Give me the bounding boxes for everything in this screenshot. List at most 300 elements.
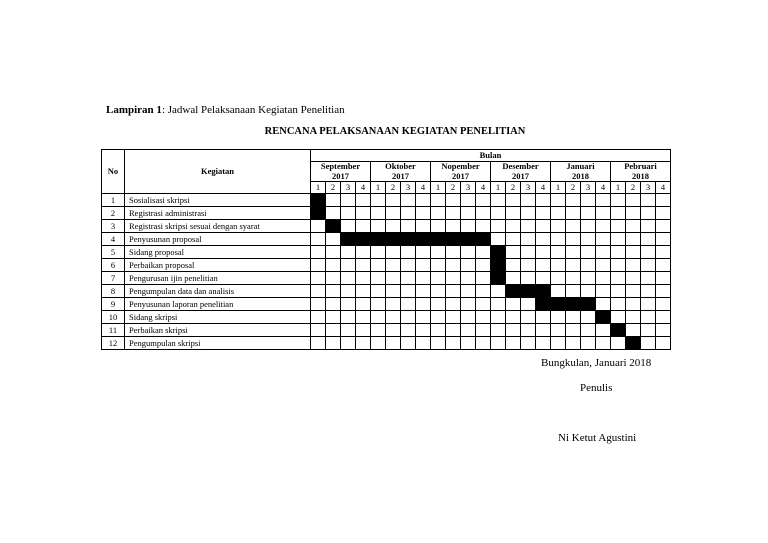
- week-cell: [641, 272, 656, 285]
- week-header: 3: [461, 182, 476, 194]
- week-cell: [356, 311, 371, 324]
- week-cell: [641, 337, 656, 350]
- week-cell: [461, 220, 476, 233]
- week-cell: [446, 246, 461, 259]
- week-cell: [431, 285, 446, 298]
- activity-name: Sidang proposal: [125, 246, 311, 259]
- activity-name: Pengumpulan skripsi: [125, 337, 311, 350]
- week-cell: [431, 337, 446, 350]
- week-cell: [326, 233, 341, 246]
- week-header: 1: [431, 182, 446, 194]
- week-cell: [596, 246, 611, 259]
- row-number: 1: [102, 194, 125, 207]
- week-cell: [371, 207, 386, 220]
- week-cell: [656, 337, 671, 350]
- week-cell: [491, 337, 506, 350]
- week-cell: [521, 194, 536, 207]
- schedule-bar-cell: [491, 272, 506, 285]
- week-cell: [386, 337, 401, 350]
- week-cell: [476, 337, 491, 350]
- week-cell: [536, 324, 551, 337]
- schedule-table: [101, 149, 671, 350]
- week-cell: [596, 194, 611, 207]
- week-cell: [611, 259, 626, 272]
- week-cell: [641, 246, 656, 259]
- week-cell: [476, 220, 491, 233]
- month-year: 2017: [392, 170, 409, 181]
- week-cell: [311, 298, 326, 311]
- week-cell: [626, 311, 641, 324]
- month-year: 2017: [512, 170, 529, 181]
- week-cell: [581, 324, 596, 337]
- week-cell: [506, 272, 521, 285]
- week-cell: [446, 324, 461, 337]
- week-cell: [521, 207, 536, 220]
- week-cell: [611, 194, 626, 207]
- week-cell: [431, 311, 446, 324]
- week-cell: [521, 337, 536, 350]
- week-cell: [476, 298, 491, 311]
- schedule-bar-cell: [521, 285, 536, 298]
- week-cell: [341, 207, 356, 220]
- week-cell: [611, 285, 626, 298]
- week-header: 1: [491, 182, 506, 194]
- week-cell: [536, 220, 551, 233]
- week-header: 2: [386, 182, 401, 194]
- week-cell: [386, 194, 401, 207]
- week-cell: [356, 324, 371, 337]
- schedule-bar-cell: [581, 298, 596, 311]
- week-cell: [581, 311, 596, 324]
- week-cell: [641, 233, 656, 246]
- row-number: 2: [102, 207, 125, 220]
- month-header: [431, 162, 491, 182]
- week-cell: [656, 311, 671, 324]
- week-cell: [476, 259, 491, 272]
- week-cell: [506, 220, 521, 233]
- schedule-bar-cell: [566, 298, 581, 311]
- month-header: [611, 162, 671, 182]
- week-cell: [581, 207, 596, 220]
- week-cell: [641, 220, 656, 233]
- activity-header: Kegiatan: [125, 150, 311, 194]
- week-cell: [401, 207, 416, 220]
- week-cell: [521, 259, 536, 272]
- schedule-bar-cell: [416, 233, 431, 246]
- week-cell: [401, 324, 416, 337]
- week-cell: [326, 311, 341, 324]
- week-cell: [326, 285, 341, 298]
- week-cell: [311, 233, 326, 246]
- week-cell: [341, 285, 356, 298]
- week-cell: [341, 324, 356, 337]
- week-header: 4: [596, 182, 611, 194]
- week-header: 3: [341, 182, 356, 194]
- week-cell: [566, 233, 581, 246]
- week-cell: [521, 311, 536, 324]
- table-row: [102, 337, 671, 350]
- week-cell: [416, 220, 431, 233]
- week-cell: [551, 194, 566, 207]
- week-cell: [596, 337, 611, 350]
- week-cell: [566, 259, 581, 272]
- month-name: Oktober: [385, 161, 416, 171]
- week-cell: [386, 246, 401, 259]
- week-cell: [326, 337, 341, 350]
- schedule-bar-cell: [356, 233, 371, 246]
- week-cell: [431, 220, 446, 233]
- week-cell: [611, 272, 626, 285]
- week-cell: [551, 324, 566, 337]
- week-cell: [446, 272, 461, 285]
- week-cell: [626, 220, 641, 233]
- week-cell: [521, 272, 536, 285]
- week-cell: [371, 220, 386, 233]
- month-name: September: [320, 161, 361, 171]
- row-number: 7: [102, 272, 125, 285]
- activity-name: Penyusunan proposal: [125, 233, 311, 246]
- week-cell: [476, 311, 491, 324]
- schedule-bar-cell: [461, 233, 476, 246]
- document-title: RENCANA PELAKSANAAN KEGIATAN PENELITIAN: [264, 126, 526, 137]
- week-cell: [626, 298, 641, 311]
- week-cell: [401, 337, 416, 350]
- week-cell: [446, 194, 461, 207]
- week-cell: [461, 298, 476, 311]
- week-cell: [611, 298, 626, 311]
- week-cell: [611, 207, 626, 220]
- week-cell: [386, 272, 401, 285]
- week-header: 4: [536, 182, 551, 194]
- week-cell: [311, 259, 326, 272]
- week-cell: [596, 207, 611, 220]
- month-name: Desember: [502, 161, 539, 171]
- week-cell: [311, 285, 326, 298]
- table-row: [102, 311, 671, 324]
- week-cell: [386, 324, 401, 337]
- week-cell: [506, 259, 521, 272]
- row-number: 8: [102, 285, 125, 298]
- week-cell: [641, 207, 656, 220]
- week-cell: [581, 194, 596, 207]
- week-cell: [476, 207, 491, 220]
- week-cell: [596, 324, 611, 337]
- week-cell: [326, 207, 341, 220]
- week-cell: [596, 298, 611, 311]
- week-cell: [341, 337, 356, 350]
- week-cell: [551, 246, 566, 259]
- week-cell: [386, 298, 401, 311]
- week-cell: [461, 272, 476, 285]
- week-header: 2: [326, 182, 341, 194]
- week-cell: [311, 272, 326, 285]
- week-cell: [431, 246, 446, 259]
- week-cell: [491, 207, 506, 220]
- week-cell: [566, 246, 581, 259]
- week-cell: [596, 259, 611, 272]
- week-cell: [356, 220, 371, 233]
- week-cell: [401, 311, 416, 324]
- week-cell: [416, 311, 431, 324]
- week-cell: [401, 220, 416, 233]
- week-cell: [401, 298, 416, 311]
- week-cell: [386, 285, 401, 298]
- week-cell: [626, 233, 641, 246]
- week-cell: [491, 194, 506, 207]
- week-cell: [356, 272, 371, 285]
- signature-name: Ni Ketut Agustini: [558, 432, 637, 444]
- week-cell: [341, 194, 356, 207]
- week-cell: [626, 246, 641, 259]
- week-cell: [401, 259, 416, 272]
- week-cell: [536, 272, 551, 285]
- week-header: 3: [581, 182, 596, 194]
- week-cell: [551, 285, 566, 298]
- month-header: [371, 162, 431, 182]
- week-cell: [416, 324, 431, 337]
- week-cell: [551, 259, 566, 272]
- week-cell: [371, 285, 386, 298]
- week-cell: [581, 285, 596, 298]
- schedule-bar-cell: [431, 233, 446, 246]
- week-cell: [536, 259, 551, 272]
- appendix-caption: [106, 104, 345, 116]
- week-cell: [521, 246, 536, 259]
- schedule-bar-cell: [611, 324, 626, 337]
- week-cell: [656, 324, 671, 337]
- week-cell: [371, 298, 386, 311]
- table-row: [102, 272, 671, 285]
- week-cell: [416, 337, 431, 350]
- schedule-bar-cell: [491, 259, 506, 272]
- week-cell: [401, 194, 416, 207]
- week-header: 1: [611, 182, 626, 194]
- week-cell: [626, 259, 641, 272]
- week-cell: [596, 220, 611, 233]
- week-cell: [356, 337, 371, 350]
- month-year: 2018: [572, 170, 589, 181]
- week-cell: [551, 220, 566, 233]
- week-cell: [476, 246, 491, 259]
- week-header: 2: [626, 182, 641, 194]
- week-cell: [506, 298, 521, 311]
- table-row: [102, 220, 671, 233]
- week-cell: [371, 272, 386, 285]
- week-cell: [491, 298, 506, 311]
- week-cell: [356, 285, 371, 298]
- week-cell: [461, 207, 476, 220]
- week-cell: [581, 246, 596, 259]
- week-cell: [476, 324, 491, 337]
- schedule-bar-cell: [596, 311, 611, 324]
- week-cell: [446, 337, 461, 350]
- week-cell: [416, 194, 431, 207]
- week-cell: [371, 194, 386, 207]
- week-cell: [566, 194, 581, 207]
- week-cell: [536, 337, 551, 350]
- table-row: [102, 298, 671, 311]
- week-header: 2: [566, 182, 581, 194]
- week-cell: [551, 207, 566, 220]
- week-cell: [341, 246, 356, 259]
- week-cell: [626, 272, 641, 285]
- week-cell: [596, 285, 611, 298]
- week-cell: [656, 246, 671, 259]
- week-cell: [656, 194, 671, 207]
- week-cell: [521, 298, 536, 311]
- week-cell: [536, 207, 551, 220]
- week-cell: [506, 337, 521, 350]
- week-header: 3: [401, 182, 416, 194]
- week-cell: [371, 337, 386, 350]
- week-cell: [521, 324, 536, 337]
- row-number: 11: [102, 324, 125, 337]
- week-cell: [641, 324, 656, 337]
- row-number: 4: [102, 233, 125, 246]
- week-cell: [641, 311, 656, 324]
- week-header: 4: [656, 182, 671, 194]
- week-cell: [341, 259, 356, 272]
- week-cell: [626, 207, 641, 220]
- schedule-bar-cell: [476, 233, 491, 246]
- week-cell: [536, 246, 551, 259]
- week-cell: [326, 324, 341, 337]
- schedule-bar-cell: [536, 285, 551, 298]
- week-cell: [611, 246, 626, 259]
- week-cell: [611, 233, 626, 246]
- week-cell: [506, 311, 521, 324]
- week-cell: [356, 194, 371, 207]
- week-cell: [656, 220, 671, 233]
- week-cell: [596, 233, 611, 246]
- schedule-bar-cell: [386, 233, 401, 246]
- week-cell: [356, 298, 371, 311]
- week-cell: [311, 246, 326, 259]
- week-cell: [506, 233, 521, 246]
- week-cell: [656, 207, 671, 220]
- month-year: 2017: [452, 170, 469, 181]
- table-row: [102, 194, 671, 207]
- week-cell: [611, 311, 626, 324]
- week-cell: [581, 272, 596, 285]
- week-header: 1: [551, 182, 566, 194]
- week-cell: [566, 324, 581, 337]
- week-cell: [416, 259, 431, 272]
- bulan-header: Bulan: [311, 150, 671, 162]
- week-cell: [461, 285, 476, 298]
- week-cell: [326, 298, 341, 311]
- week-cell: [326, 194, 341, 207]
- week-cell: [446, 207, 461, 220]
- week-cell: [431, 207, 446, 220]
- week-cell: [491, 285, 506, 298]
- week-cell: [386, 259, 401, 272]
- week-cell: [401, 285, 416, 298]
- week-cell: [551, 272, 566, 285]
- week-cell: [446, 311, 461, 324]
- week-cell: [566, 311, 581, 324]
- week-cell: [416, 298, 431, 311]
- week-cell: [566, 272, 581, 285]
- table-row: [102, 259, 671, 272]
- month-name: Pebruari: [624, 161, 657, 171]
- activity-name: Sosialisasi skripsi: [125, 194, 311, 207]
- week-cell: [341, 220, 356, 233]
- week-header: 1: [311, 182, 326, 194]
- week-cell: [356, 246, 371, 259]
- week-cell: [476, 272, 491, 285]
- week-header: 4: [416, 182, 431, 194]
- week-cell: [371, 246, 386, 259]
- row-number: 9: [102, 298, 125, 311]
- activity-name: Perbaikan proposal: [125, 259, 311, 272]
- table-row: [102, 233, 671, 246]
- appendix-label: Lampiran 1: [106, 104, 162, 116]
- week-cell: [611, 220, 626, 233]
- week-cell: [551, 233, 566, 246]
- week-cell: [311, 337, 326, 350]
- schedule-bar-cell: [491, 246, 506, 259]
- schedule-bar-cell: [401, 233, 416, 246]
- week-cell: [416, 207, 431, 220]
- month-year: 2018: [632, 170, 649, 181]
- table-row: [102, 207, 671, 220]
- month-name: Nopember: [441, 161, 480, 171]
- row-number: 5: [102, 246, 125, 259]
- week-header: 3: [641, 182, 656, 194]
- week-cell: [431, 298, 446, 311]
- week-cell: [461, 259, 476, 272]
- schedule-bar-cell: [446, 233, 461, 246]
- week-cell: [386, 311, 401, 324]
- week-cell: [371, 324, 386, 337]
- week-cell: [626, 194, 641, 207]
- week-cell: [656, 259, 671, 272]
- week-cell: [656, 298, 671, 311]
- appendix-text: : Jadwal Pelaksanaan Kegiatan Penelitian: [161, 104, 345, 116]
- week-cell: [611, 337, 626, 350]
- activity-name: Pengumpulan data dan analisis: [125, 285, 311, 298]
- schedule-bar-cell: [506, 285, 521, 298]
- week-cell: [626, 285, 641, 298]
- week-cell: [566, 207, 581, 220]
- week-cell: [446, 285, 461, 298]
- month-header: [311, 162, 371, 182]
- schedule-bar-cell: [551, 298, 566, 311]
- week-cell: [506, 207, 521, 220]
- week-cell: [656, 272, 671, 285]
- week-cell: [521, 220, 536, 233]
- schedule-bar-cell: [311, 194, 326, 207]
- activity-name: Perbaikan skripsi: [125, 324, 311, 337]
- month-name: Januari: [566, 161, 595, 171]
- week-header: 2: [446, 182, 461, 194]
- week-cell: [536, 233, 551, 246]
- schedule-bar-cell: [626, 337, 641, 350]
- week-cell: [476, 285, 491, 298]
- week-cell: [461, 194, 476, 207]
- signature-role: Penulis: [580, 382, 613, 394]
- week-cell: [431, 194, 446, 207]
- week-header: 2: [506, 182, 521, 194]
- row-number: 6: [102, 259, 125, 272]
- week-cell: [656, 233, 671, 246]
- week-cell: [386, 220, 401, 233]
- week-cell: [446, 298, 461, 311]
- week-cell: [371, 311, 386, 324]
- week-header: 4: [476, 182, 491, 194]
- week-cell: [521, 233, 536, 246]
